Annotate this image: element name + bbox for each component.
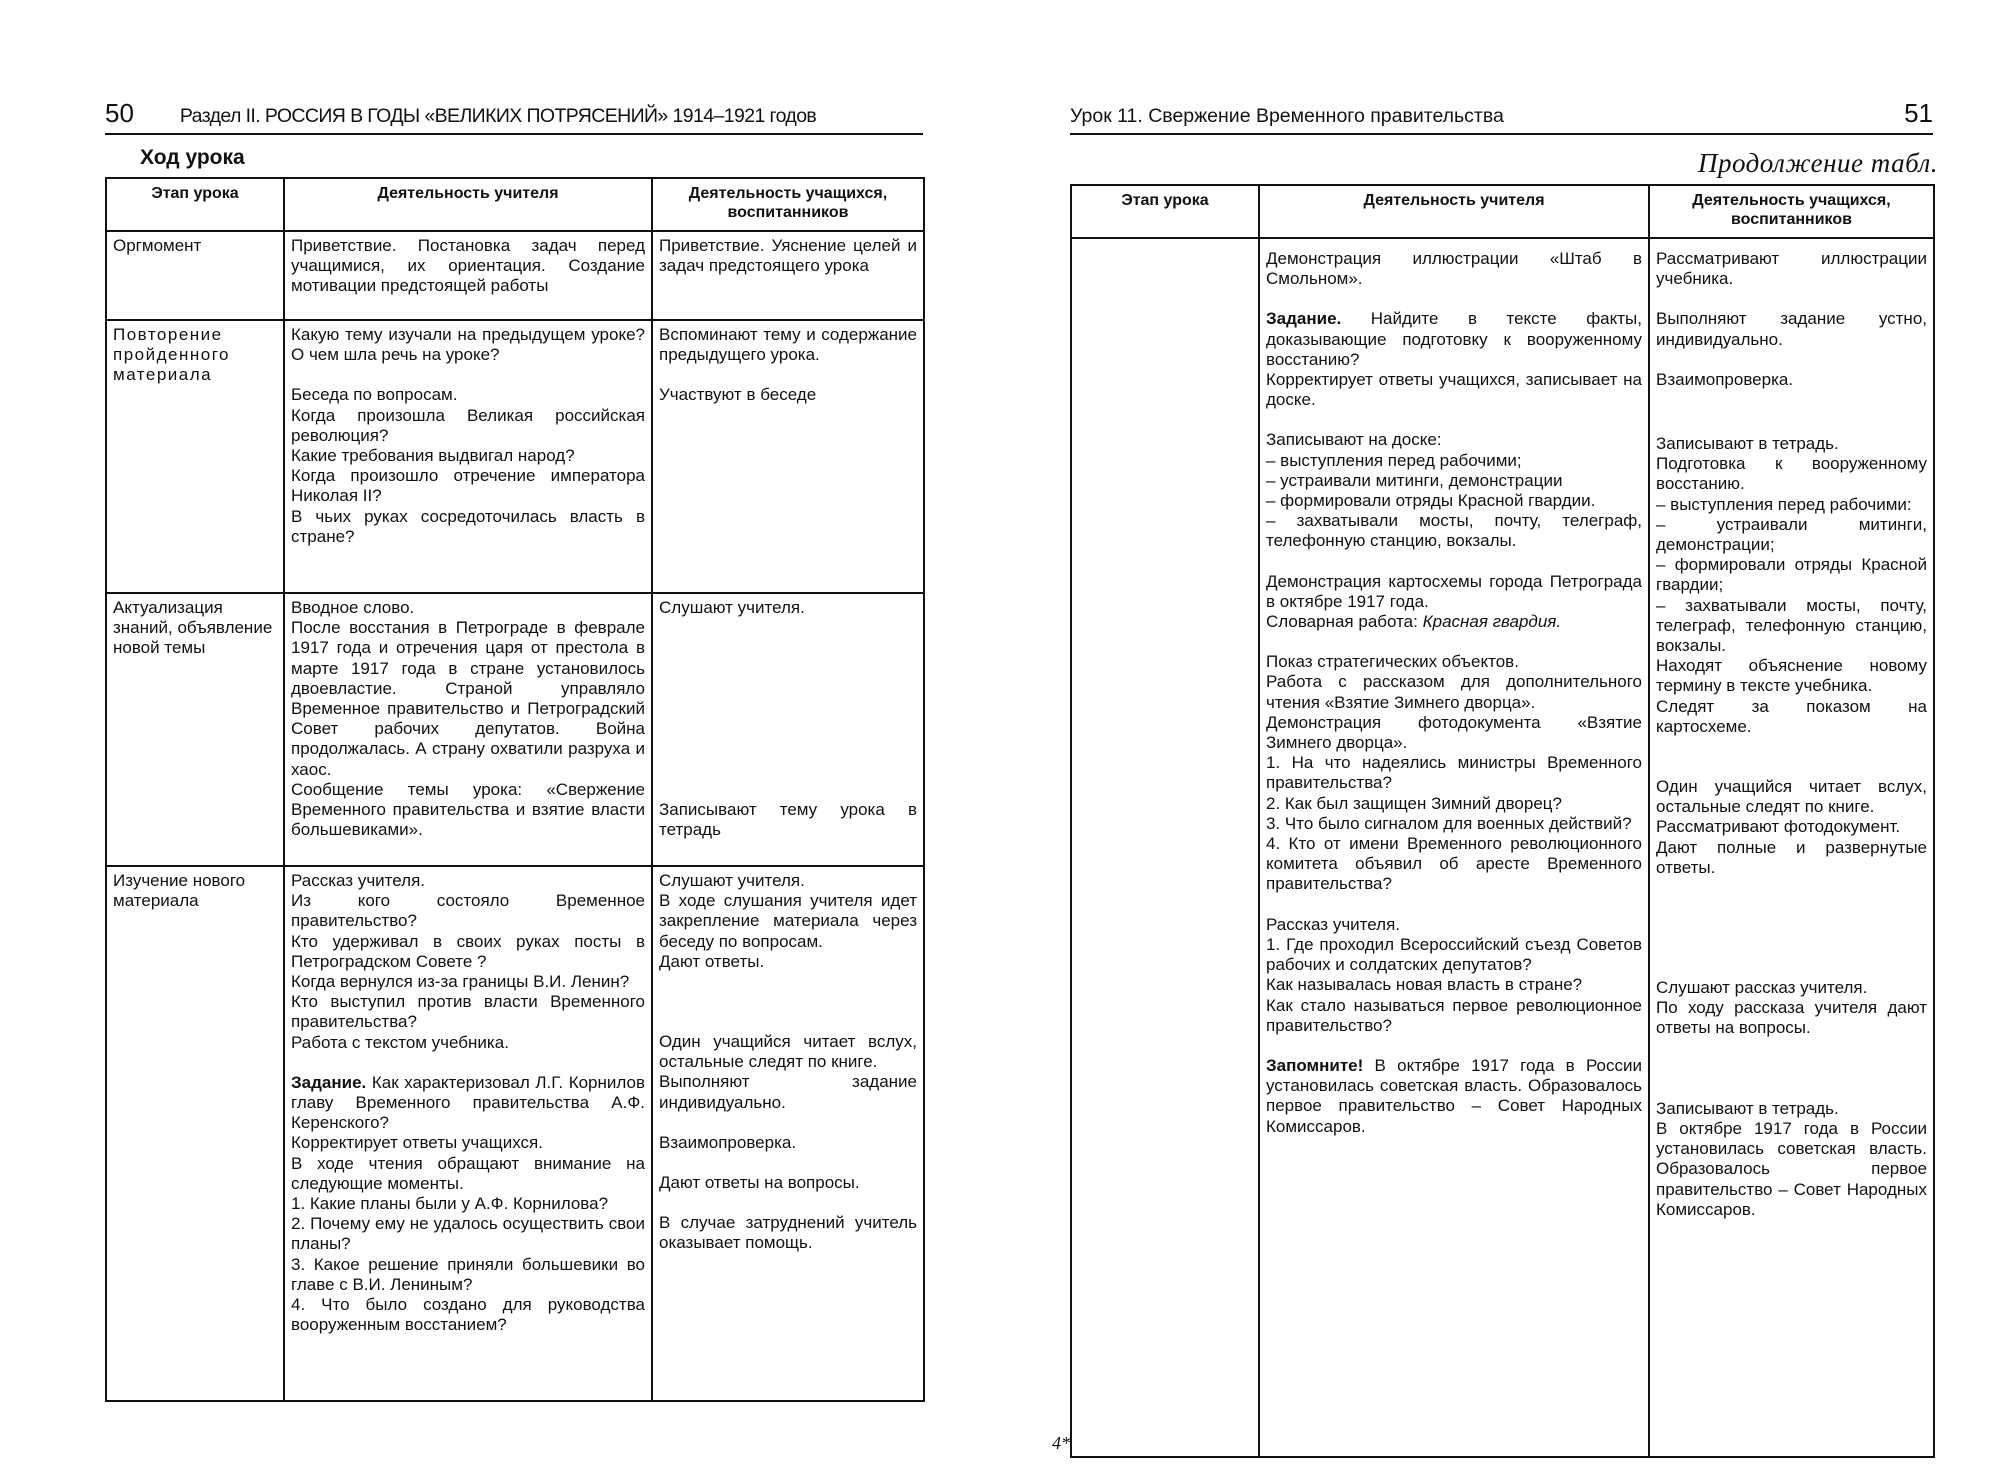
teacher-text: Рассказ учителя. Из кого состояло Временное правительство? Кто удерживал в своих руках посты в Петроградском Совете ? Когда вернулся из-за границы В.И. Ленин? Кто выступил против власти Временного правительства? Работа с текстом учебника.	[291, 871, 645, 1052]
table-row	[106, 593, 924, 866]
running-head-left	[105, 98, 923, 135]
stage-cell: Изучение нового материала	[106, 866, 284, 1401]
remember-note	[1266, 1056, 1642, 1137]
students-text: Вспоминают тему и содержание предыдущего урока.	[659, 325, 917, 365]
vocabulary-work	[1266, 612, 1642, 632]
table-header-row	[1071, 185, 1934, 238]
header-stage: Этап урока	[1071, 185, 1259, 238]
teacher-text: Приветствие. Постановка задач перед учащимися, их ориентация. Создание мотивации предстоящей работы	[291, 236, 645, 296]
continued-label: Продолжение табл.	[1697, 148, 1938, 178]
right-page	[1000, 0, 2000, 1471]
teacher-text: Демонстрация картосхемы города Петрограда в октябре 1917 года.	[1266, 571, 1642, 611]
task-label: Задание.	[1266, 309, 1342, 329]
vocabulary-term: Красная гвардия.	[1422, 612, 1562, 632]
lesson-table-left	[105, 177, 925, 1402]
running-head-left-text: Раздел II. РОССИЯ В ГОДЫ «ВЕЛИКИХ ПОТРЯСЕНИЙ» 1914–1921 годов	[179, 105, 817, 127]
students-text: Записывают тему урока в тетрадь	[659, 800, 917, 840]
students-text: Взаимопроверка.	[1656, 369, 1794, 389]
table-row	[106, 320, 924, 593]
section-title: Ход урока	[140, 146, 245, 169]
students-cell	[652, 593, 924, 866]
students-text: Записывают в тетрадь. В октябре 1917 года в России установилась советская власть. Образовалось первое правительство – Совет Народных Комиссаров.	[1656, 1098, 1927, 1219]
teacher-text: Беседа по вопросам. Когда произошла Великая российская революция? Какие требования выдвигал народ? Когда произошло отречение императора Николая II? В чьих руках сосредоточилась власть в стране?	[291, 385, 645, 546]
teacher-task	[1266, 309, 1642, 370]
stage-cell	[106, 320, 284, 593]
stage-cell: Актуализация знаний, объявление новой темы	[106, 593, 284, 866]
stage-cell: Оргмомент	[106, 231, 284, 320]
table-row	[106, 231, 924, 320]
page-number-left: 50	[105, 98, 134, 128]
students-text: Один учащийся читает вслух, остальные следят по книге. Выполняют задание индивидуально.	[659, 1032, 917, 1112]
teacher-text: Показ стратегических объектов. Работа с рассказом для дополнительного чтения «Взятие Зимнего дворца». Демонстрация фотодокумента «Взятие Зимнего дворца». 1. На что надеялись министры Временного правительства? 2. Как был защищен Зимний дворец? 3. Что было сигналом для военных действий? 4. Кто от имени Временного революционного комитета объявил об аресте Временного правительства?	[1266, 652, 1642, 894]
table-header-row	[106, 178, 924, 231]
students-text: Приветствие. Уяснение целей и задач предстоящего урока	[659, 236, 917, 276]
students-cell	[652, 320, 924, 593]
stage-text: Повторение пройденного материала	[113, 325, 230, 385]
teacher-cell	[284, 593, 652, 866]
students-text: Рассматривают иллюстрации учебника.	[1656, 249, 1927, 289]
students-text: Записывают в тетрадь. Подготовка к вооруженному восстанию. – выступления перед рабочими: – устраивали митинги, демонстрации; – формировали отряды Красной гвардии; – захватывали мосты, почту, телеграф, телефонную станцию, вокзалы. Находят объяснение новому термину в тексте учебника. Следят за показом на картосхеме.	[1656, 434, 1927, 736]
teacher-text: Записывают на доске: – выступления перед рабочими; – устраивали митинги, демонстрации – формировали отряды Красной гвардии. – захватывали мосты, почту, телеграф, телефонную станцию, вокзалы.	[1266, 430, 1642, 551]
teacher-text: Какую тему изучали на предыдущем уроке? О чем шла речь на уроке?	[291, 325, 645, 365]
table-row	[106, 866, 924, 1401]
header-teacher: Деятельность учителя	[1259, 185, 1649, 238]
remember-label: Запомните!	[1266, 1055, 1364, 1075]
header-teacher: Деятельность учителя	[284, 178, 652, 231]
teacher-text: Рассказ учителя. 1. Где проходил Всероссийский съезд Советов рабочих и солдатских депутатов? Как называлась новая власть в стране? Как стало называться первое революционное правительство?	[1266, 914, 1642, 1035]
students-text: Дают ответы на вопросы.	[659, 1173, 860, 1193]
teacher-text: Вводное слово. После восстания в Петрограде в феврале 1917 года и отречения царя от престола в марте 1917 года в стране установилось двоевластие. Страной управляло Временное правительство и Петроградский Совет рабочих депутатов. Война продолжалась. А страну охватили разруха и хаос.	[291, 598, 645, 779]
students-cell	[652, 866, 924, 1401]
task-text: Как характеризовал Л.Г. Корнилов главу Временного правительства А.Ф. Керенского?	[291, 1072, 645, 1133]
table-row	[1071, 238, 1934, 1457]
students-text: Один учащийся читает вслух, остальные следят по книге. Рассматривают фотодокумент. Дают полные и развернутые ответы.	[1656, 777, 1927, 877]
vocabulary-prefix: Словарная работа:	[1266, 612, 1423, 632]
teacher-text: Корректирует ответы учащихся. В ходе чтения обращают внимание на следующие моменты. 1. Какие планы были у А.Ф. Корнилова? 2. Почему ему не удалось осуществить свои планы? 3. Какое решение приняли большевики во главе с В.И. Лениным? 4. Что было создано для руководства вооруженным восстанием?	[291, 1133, 645, 1335]
lesson-table-right	[1070, 184, 1935, 1458]
students-text: Участвуют в беседе	[659, 385, 817, 405]
header-students: Деятельность учащихся, воспитанников	[652, 178, 924, 231]
teacher-task	[291, 1073, 645, 1134]
signature-mark: 4*	[1052, 1433, 1070, 1453]
remember-text: В октябре 1917 года в России установилась советская власть. Образовалось первое правительство – Совет Народных Комиссаров.	[1266, 1055, 1642, 1136]
teacher-cell	[1259, 238, 1649, 1457]
teacher-cell	[284, 866, 652, 1401]
task-label: Задание.	[291, 1072, 367, 1092]
teacher-text: Сообщение темы урока: «Свержение Временного правительства и взятие власти большевиками».	[291, 779, 645, 840]
task-text: Найдите в тексте факты, доказывающие подготовку к вооруженному восстанию?	[1266, 309, 1642, 369]
header-students: Деятельность учащихся, воспитанников	[1649, 185, 1934, 238]
teacher-cell	[284, 320, 652, 593]
stage-cell	[1071, 238, 1259, 1457]
teacher-text: Демонстрация иллюстрации «Штаб в Смольном».	[1266, 249, 1642, 289]
students-text: Слушают учителя. В ходе слушания учителя идет закрепление материала через беседу по вопросам. Дают ответы.	[659, 871, 917, 971]
running-head-right	[1070, 98, 1933, 135]
teacher-cell	[284, 231, 652, 320]
students-text: Слушают учителя.	[659, 598, 805, 617]
students-cell	[652, 231, 924, 320]
header-stage: Этап урока	[106, 178, 284, 231]
students-text: Взаимопроверка.	[659, 1132, 797, 1152]
teacher-text: Корректирует ответы учащихся, записывает на доске.	[1266, 370, 1642, 410]
students-cell	[1649, 238, 1934, 1457]
running-head-right-text: Урок 11. Свержение Временного правительства	[1070, 105, 1504, 127]
page-number-right: 51	[1904, 98, 1933, 128]
students-text: В случае затруднений учитель оказывает помощь.	[659, 1213, 917, 1253]
students-text: Выполняют задание устно, индивидуально.	[1656, 309, 1927, 349]
students-text: Слушают рассказ учителя. По ходу рассказа учителя дают ответы на вопросы.	[1656, 978, 1927, 1038]
